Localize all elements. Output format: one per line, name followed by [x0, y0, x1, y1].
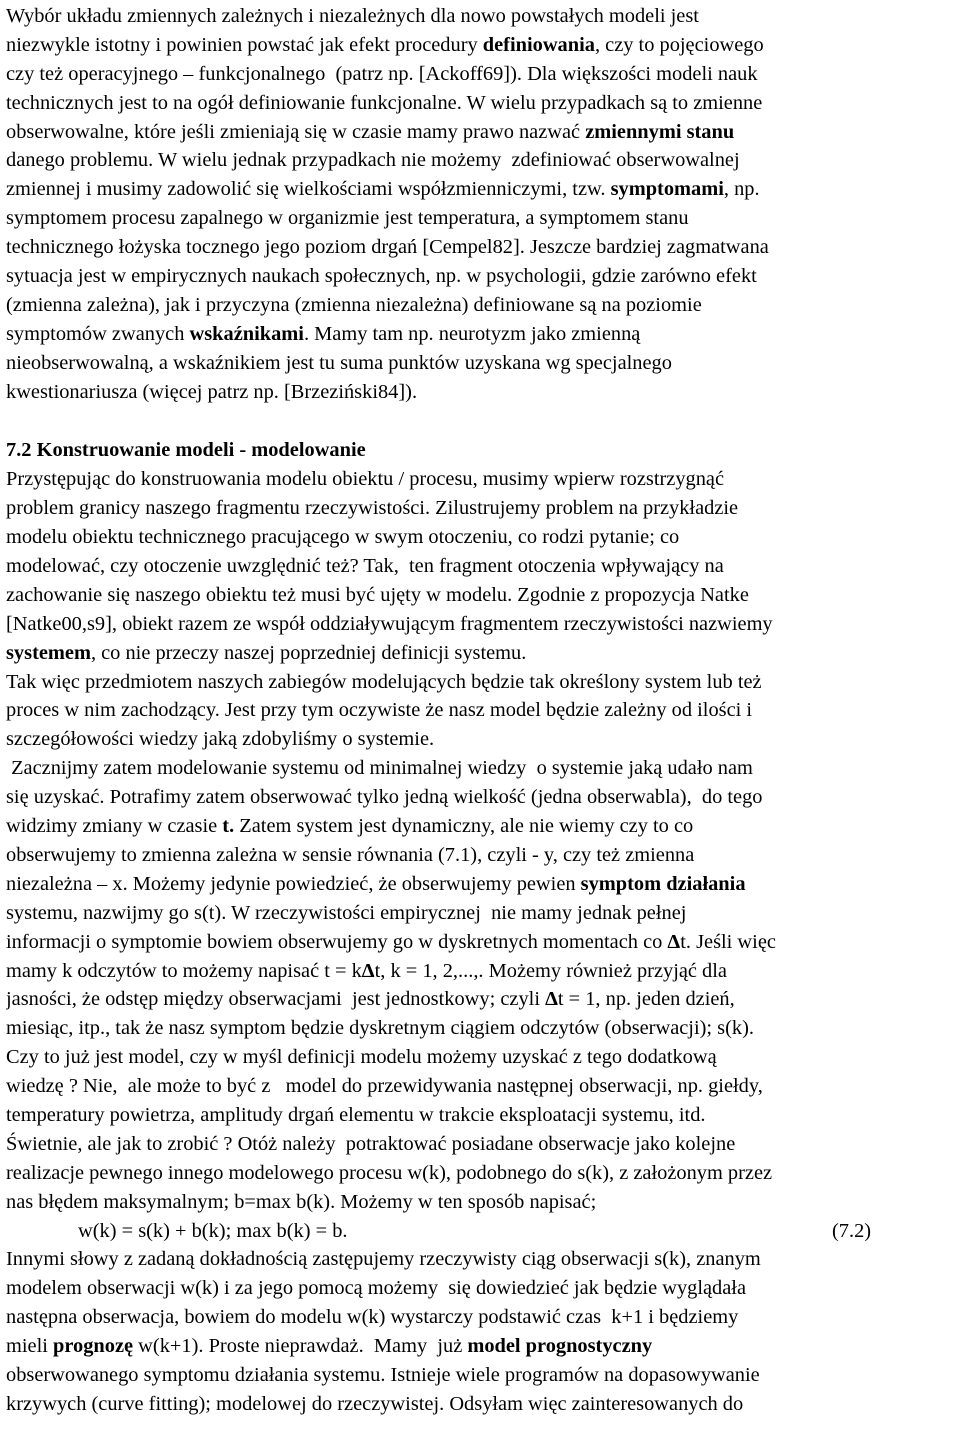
- equation-text: w(k) = s(k) + b(k); max b(k) = b.: [78, 1219, 348, 1242]
- text-line: [6, 581, 952, 610]
- text-run: Zacznijmy zatem modelowanie systemu od minimalnej wiedzy o systemie jaką udało nam: [6, 757, 753, 780]
- text-run: w(k+1). Proste nieprawdaż. Mamy już: [133, 1335, 468, 1358]
- bold-term: zmiennymi stanu: [585, 120, 735, 143]
- text-line: [6, 233, 952, 262]
- text-line: [6, 1130, 952, 1159]
- text-run: danego problemu. W wielu jednak przypadkach nie możemy zdefiniować obserwowalnej: [6, 149, 740, 172]
- text-line: [6, 1390, 952, 1419]
- text-run: wiedzę ? Nie, ale może to być z model do przewidywania następnej obserwacji, np. giełdy,: [6, 1075, 763, 1098]
- text-line: [6, 1245, 952, 1274]
- text-run: Przystępując do konstruowania modelu obiektu / procesu, musimy wpierw rozstrzygnąć: [6, 468, 725, 491]
- bold-term: symptom działania: [580, 872, 746, 895]
- text-line: [6, 60, 952, 89]
- text-line: [6, 118, 952, 147]
- text-run: modelować, czy otoczenie uwzględnić też? Tak, ten fragment otoczenia wpływający na: [6, 555, 724, 578]
- bold-term: systemem: [6, 641, 91, 664]
- text-run: mieli: [6, 1335, 54, 1358]
- text-line: [6, 841, 952, 870]
- text-line: [6, 494, 952, 523]
- text-run: (zmienna zależna), jak i przyczyna (zmienna niezależna) definiowane są na poziomie: [6, 293, 702, 316]
- text-run: mamy k odczytów to możemy napisać t = k: [6, 959, 362, 982]
- text-run: symptomów zwanych: [6, 322, 190, 345]
- text-run: t, k = 1, 2,...,. Możemy również przyjąć dla: [374, 959, 727, 982]
- text-run: sytuacja jest w empirycznych naukach społecznych, np. w psychologii, gdzie zarówno efekt: [6, 265, 757, 288]
- text-line: [6, 1303, 952, 1332]
- equation-7-2: [6, 1217, 952, 1246]
- text-line: [6, 320, 952, 349]
- paragraph-variables: [6, 2, 952, 406]
- text-run: technicznego łożyska tocznego jego poziom drgań [Cempel82]. Jeszcze bardziej zagmatwana: [6, 236, 769, 259]
- text-line: [6, 1101, 952, 1130]
- text-line: [6, 783, 952, 812]
- text-run: nieobserwowalną, a wskaźnikiem jest tu suma punktów uzyskana wg specjalnego: [6, 351, 672, 374]
- text-run: zmiennej i musimy zadowolić się wielkościami współzmienniczymi, tzw.: [6, 178, 611, 201]
- text-line: [6, 668, 952, 697]
- text-run: systemu, nazwijmy go s(t). W rzeczywistości empirycznej nie mamy jednak pełnej: [6, 901, 687, 924]
- text-line: [6, 1014, 952, 1043]
- text-run: t = 1, np. jeden dzień,: [557, 988, 735, 1011]
- text-line: [6, 1072, 952, 1101]
- section-7-2-modeling: [6, 436, 952, 1216]
- text-run: modelem obserwacji w(k) i za jego pomocą możemy się dowiedzieć jak będzie wyglądała: [6, 1277, 747, 1300]
- bold-term: Δ: [361, 959, 375, 982]
- bold-term: Δ: [667, 930, 681, 953]
- text-run: , czy to pojęciowego: [594, 33, 764, 56]
- text-run: , co nie przeczy naszej poprzedniej definicji systemu.: [90, 641, 527, 664]
- text-line: [6, 146, 952, 175]
- text-line: [6, 696, 952, 725]
- text-line: [6, 870, 952, 899]
- text-run: jasności, że odstęp między obserwacjami jest jednostkowy; czyli: [6, 988, 546, 1011]
- text-run: proces w nim zachodzący. Jest przy tym oczywiste że nasz model będzie zależny od ilości i: [6, 699, 753, 722]
- text-line: [6, 639, 952, 668]
- text-run: krzywych (curve fitting); modelowej do rzeczywistej. Odsyłam więc zainteresowanych do: [6, 1392, 744, 1415]
- text-run: technicznych jest to na ogół definiowanie funkcjonalne. W wielu przypadkach są to zmienne: [6, 91, 763, 114]
- text-run: następna obserwacja, bowiem do modelu w(k) wystarczy podstawić czas k+1 i będziemy: [6, 1306, 739, 1329]
- text-line: [6, 1274, 952, 1303]
- text-run: modelu obiektu technicznego pracującego w swym otoczeniu, co rodzi pytanie; co: [6, 526, 680, 549]
- bold-term: definiowania: [482, 33, 595, 56]
- text-line: [6, 725, 952, 754]
- text-line: [6, 812, 952, 841]
- text-line: [6, 2, 952, 31]
- bold-term: Δ: [545, 988, 558, 1011]
- text-run: niezwykle istotny i powinien powstać jak efekt procedury: [6, 33, 483, 56]
- section-gap: [6, 406, 952, 436]
- text-run: nas błędem maksymalnym; b=max b(k). Możemy w ten sposób napisać;: [6, 1190, 597, 1213]
- text-line: [6, 1332, 952, 1361]
- text-run: widzimy zmiany w czasie: [6, 815, 223, 838]
- text-run: obserwowanego symptomu działania systemu. Istnieje wiele programów na dopasowywanie: [6, 1363, 760, 1386]
- text-line: [6, 928, 952, 957]
- bold-term: prognozę: [53, 1335, 134, 1358]
- equation-number: (7.2): [832, 1219, 872, 1242]
- text-line: [6, 1043, 952, 1072]
- text-run: obserwowalne, które jeśli zmieniają się w czasie mamy prawo nazwać: [6, 120, 586, 143]
- text-line: [6, 754, 952, 783]
- text-line: [6, 552, 952, 581]
- text-line: [6, 610, 952, 639]
- text-run: Zatem system jest dynamiczny, ale nie wiemy czy to co: [234, 815, 694, 838]
- text-line: [6, 31, 952, 60]
- text-run: miesiąc, itp., tak że nasz symptom będzie dyskretnym ciągiem odczytów (obserwacji); s(k).: [6, 1017, 754, 1040]
- text-line: [6, 262, 952, 291]
- text-line: [6, 1159, 952, 1188]
- text-line: [6, 349, 952, 378]
- text-line: [6, 985, 952, 1014]
- text-line: [6, 291, 952, 320]
- bold-term: t.: [222, 815, 235, 838]
- text-run: [Natke00,s9], obiekt razem ze współ oddziaływującym fragmentem rzeczywistości nazwiemy: [6, 612, 773, 635]
- text-run: czy też operacyjnego – funkcjonalnego (patrz np. [Ackoff69]). Dla większości modeli nauk: [6, 62, 758, 85]
- text-run: . Mamy tam np. neurotyzm jako zmienną: [303, 322, 641, 345]
- text-run: niezależna – x. Możemy jedynie powiedzieć, że obserwujemy pewien: [6, 872, 581, 895]
- text-line: [6, 204, 952, 233]
- text-line: [6, 899, 952, 928]
- text-run: kwestionariusza (więcej patrz np. [Brzeziński84]).: [6, 380, 418, 403]
- text-run: zachowanie się naszego obiektu też musi być ujęty w modelu. Zgodnie z propozycja Natke: [6, 583, 749, 606]
- bold-term: wskaźnikami: [189, 322, 304, 345]
- text-run: Tak więc przedmiotem naszych zabiegów modelujących będzie tak określony system lub też: [6, 670, 762, 693]
- text-run: Wybór układu zmiennych zależnych i niezależnych dla nowo powstałych modeli jest: [6, 5, 699, 27]
- text-run: realizacje pewnego innego modelowego procesu w(k), podobnego do s(k), z założonym przez: [6, 1161, 773, 1184]
- bold-term: symptomami: [610, 178, 724, 201]
- text-run: temperatury powietrza, amplitudy drgań elementu w trakcie eksploatacji systemu, itd.: [6, 1103, 706, 1126]
- text-run: informacji o symptomie bowiem obserwujemy go w dyskretnych momentach co: [6, 930, 668, 953]
- bold-term: model prognostyczny: [467, 1335, 653, 1358]
- paragraph-forecast-model: [6, 1245, 952, 1418]
- text-run: szczegółowości wiedzy jaką zdobyliśmy o systemie.: [6, 728, 435, 751]
- text-run: , np.: [723, 178, 760, 201]
- text-line: [6, 436, 952, 465]
- text-line: [6, 89, 952, 118]
- text-run: Innymi słowy z zadaną dokładnością zastępujemy rzeczywisty ciąg obserwacji s(k), znanym: [6, 1248, 761, 1271]
- text-line: [6, 1188, 952, 1217]
- text-line: [6, 523, 952, 552]
- text-run: symptomem procesu zapalnego w organizmie jest temperatura, a symptomem stanu: [6, 207, 689, 230]
- text-line: [6, 957, 952, 986]
- text-run: t. Jeśli więc: [680, 930, 776, 953]
- text-run: się uzyskać. Potrafimy zatem obserwować tylko jedną wielkość (jedna obserwabla), do tego: [6, 786, 763, 809]
- text-line: [6, 1361, 952, 1390]
- text-run: problem granicy naszego fragmentu rzeczywistości. Zilustrujemy problem na przykładzie: [6, 497, 739, 520]
- text-run: Świetnie, ale jak to zrobić ? Otóż należy potraktować posiadane obserwacje jako kolejne: [6, 1132, 736, 1155]
- text-run: Czy to już jest model, czy w myśl definicji modelu możemy uzyskać z tego dodatkową: [6, 1046, 717, 1069]
- text-line: [6, 378, 952, 407]
- text-line: [6, 465, 952, 494]
- text-run: obserwujemy to zmienna zależna w sensie równania (7.1), czyli - y, czy też zmienna: [6, 843, 695, 866]
- text-line: [6, 175, 952, 204]
- bold-term: 7.2 Konstruowanie modeli - modelowanie: [6, 439, 366, 462]
